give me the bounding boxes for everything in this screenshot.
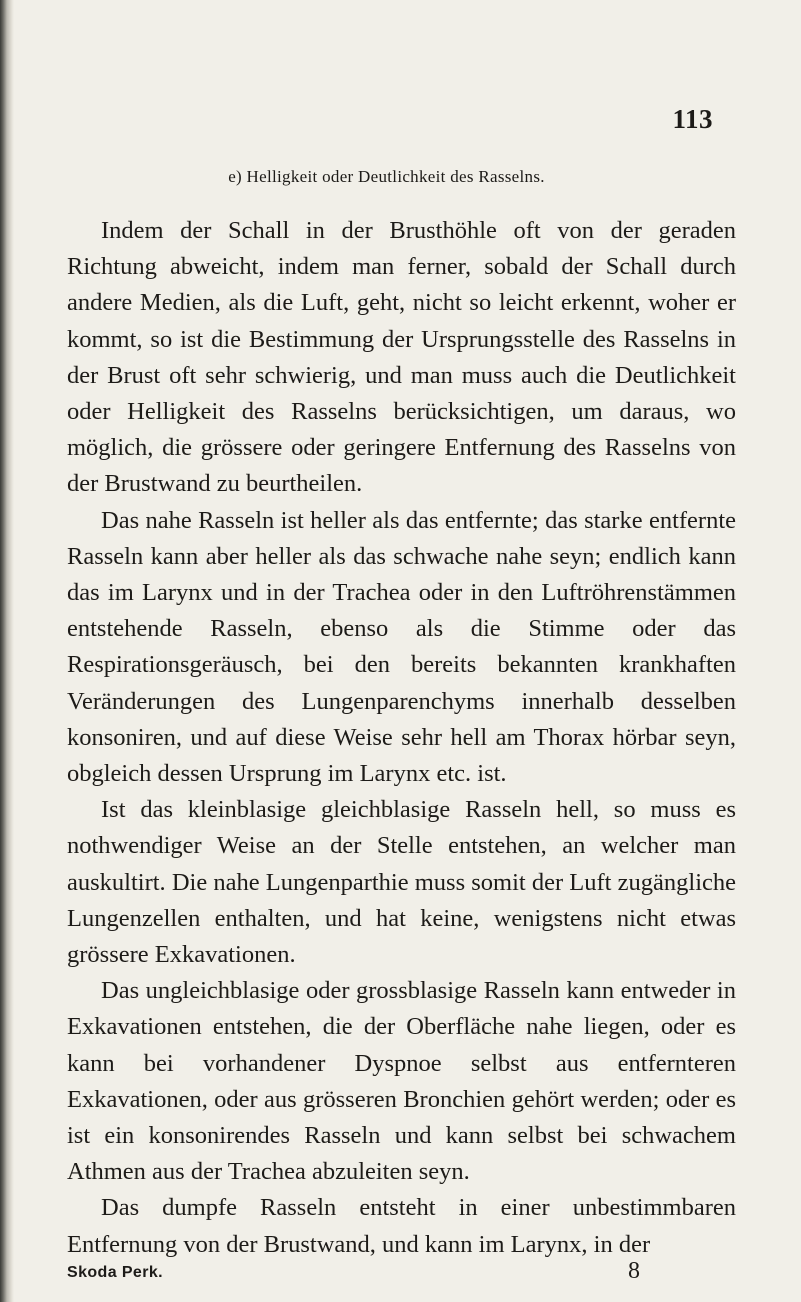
paragraph: Das nahe Rasseln ist heller als das entfernte; das starke entfernte Rasseln kann aber heller als das schwache nahe seyn; endlich kann das im Larynx und in der Trachea oder in den Luftröhrenstämmen entstehende Rasseln, ebenso als die Stimme oder das Respirationsgeräusch, bei den bereits bekannten krankhaften Veränderungen des Lungenparenchyms innerhalb desselben konsoniren, und auf diese Weise sehr hell am Thorax hörbar seyn, obgleich dessen Ursprung im Larynx etc. ist. [67,506,736,788]
book-binding-edge [0,0,14,1302]
paragraph: Ist das kleinblasige gleichblasige Rasseln hell, so muss es nothwendiger Weise an der Stelle entstehen, an welcher man auskultirt. Die nahe Lungenparthie muss somit der Luft zugängliche Lungenzellen enthalten, und hat keine, wenigstens nicht etwas grössere Exkavationen. [67,796,736,969]
signature-number: 8 [628,1258,640,1284]
printer-signature: Skoda Perk. [67,1264,164,1281]
body-text [67,213,736,1263]
paragraph: Indem der Schall in der Brusthöhle oft von der geraden Richtung abweicht, indem man ferner, sobald der Schall durch andere Medien, als die Luft, geht, nicht so leicht erkennt, woher er kommt, so ist die Bestimmung der Ursprungsstelle des Rasselns in der Brust oft sehr schwierig, und man muss auch die Deutlichkeit oder Helligkeit des Rasselns berücksichtigen, um daraus, wo möglich, die grössere oder geringere Entfernung des Rasselns von der Brustwand zu beurtheilen. [67,217,736,498]
page-number: 113 [672,104,713,134]
section-heading: e) Helligkeit oder Deutlichkeit des Rasselns. [228,167,545,186]
paragraph: Das dumpfe Rasseln entsteht in einer unbestimmbaren Entfernung von der Brustwand, und kann im Larynx, in der [67,1194,736,1258]
paragraph: Das ungleichblasige oder grossblasige Rasseln kann entweder in Exkavationen entstehen, die der Oberfläche nahe liegen, oder es kann bei vorhandener Dyspnoe selbst aus entfernteren Exkavationen, oder aus grösseren Bronchien gehört werden; oder es ist ein konsonirendes Rasseln und kann selbst bei schwachem Athmen aus der Trachea abzuleiten seyn. [67,977,736,1186]
